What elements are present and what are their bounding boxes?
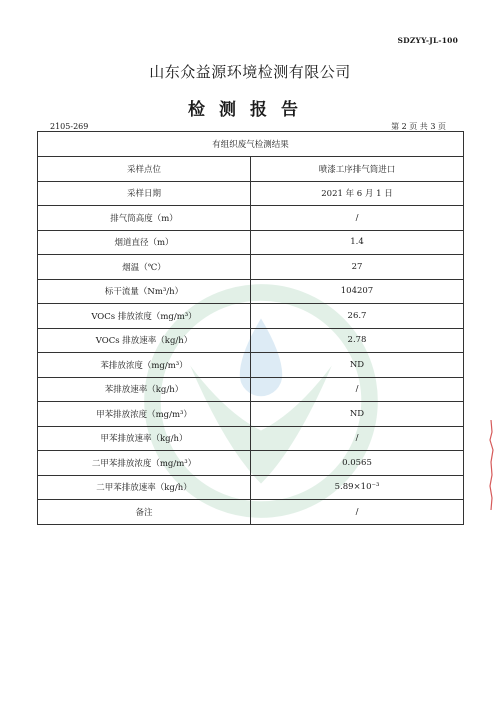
- table-row: [38, 255, 464, 280]
- row-value: /: [251, 500, 464, 525]
- table-row: [38, 377, 464, 402]
- row-value: /: [251, 206, 464, 231]
- row-label: 二甲苯排放速率（kg/h）: [38, 475, 251, 500]
- row-label: 采样日期: [38, 181, 251, 206]
- row-value: 5.89×10⁻³: [251, 475, 464, 500]
- table-row: [38, 157, 464, 182]
- table-title-row: [38, 132, 464, 157]
- table-row: [38, 426, 464, 451]
- results-table: [37, 131, 464, 525]
- row-label: 二甲苯排放浓度（mg/m³）: [38, 451, 251, 476]
- row-label: 排气筒高度（m）: [38, 206, 251, 231]
- row-label: 苯排放浓度（mg/m³）: [38, 353, 251, 378]
- row-label: 采样点位: [38, 157, 251, 182]
- row-value: 104207: [251, 279, 464, 304]
- table-row: [38, 402, 464, 427]
- row-value: ND: [251, 353, 464, 378]
- page-number: 第 2 页 共 3 页: [391, 122, 446, 131]
- report-number: 2105-269: [50, 122, 89, 131]
- company-name: 山东众益源环境检测有限公司: [149, 63, 351, 81]
- row-label: 烟温（℃）: [38, 255, 251, 280]
- row-value: 2.78: [251, 328, 464, 353]
- row-label: VOCs 排放速率（kg/h）: [38, 328, 251, 353]
- table-row: [38, 304, 464, 329]
- row-label: 苯排放速率（kg/h）: [38, 377, 251, 402]
- row-value: 1.4: [251, 230, 464, 255]
- table-title: 有组织废气检测结果: [38, 132, 464, 157]
- row-label: 标干流量（Nm³/h）: [38, 279, 251, 304]
- row-label: 备注: [38, 500, 251, 525]
- table-row: [38, 230, 464, 255]
- table-row: [38, 206, 464, 231]
- row-value: 喷漆工序排气筒进口: [251, 157, 464, 182]
- row-label: 烟道直径（m）: [38, 230, 251, 255]
- table-row: [38, 328, 464, 353]
- row-value: 0.0565: [251, 451, 464, 476]
- red-stamp-edge: [488, 420, 495, 510]
- row-value: ND: [251, 402, 464, 427]
- document-code: SDZYY-JL-100: [397, 36, 458, 45]
- row-label: 甲苯排放浓度（mg/m³）: [38, 402, 251, 427]
- row-label: VOCs 排放浓度（mg/m³）: [38, 304, 251, 329]
- row-label: 甲苯排放速率（kg/h）: [38, 426, 251, 451]
- table-row: [38, 279, 464, 304]
- report-title: 检测报告: [188, 100, 312, 120]
- row-value: 27: [251, 255, 464, 280]
- row-value: /: [251, 377, 464, 402]
- table-row: [38, 500, 464, 525]
- row-value: 2021 年 6 月 1 日: [251, 181, 464, 206]
- table-row: [38, 353, 464, 378]
- table-row: [38, 451, 464, 476]
- row-value: 26.7: [251, 304, 464, 329]
- table-row: [38, 181, 464, 206]
- table-row: [38, 475, 464, 500]
- row-value: /: [251, 426, 464, 451]
